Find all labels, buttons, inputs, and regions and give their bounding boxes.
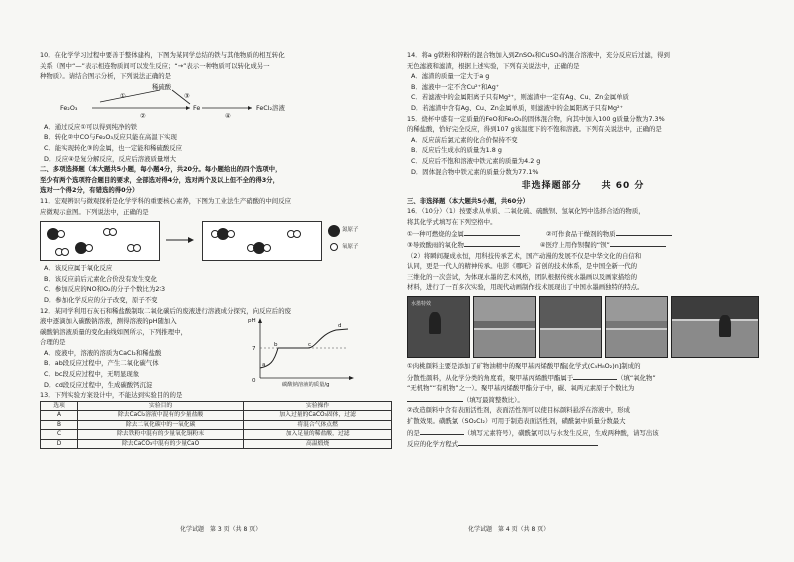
q16-text: 的是 [407,428,420,437]
table-cell: D [41,439,78,449]
section2-instructions: 至少有两个选项符合题目的要求，全部选对得4分，选对两个及以上但不全的得3分， [40,175,279,184]
q16-sub2-line [407,427,759,439]
graph-point-a: a [262,361,266,368]
q10-diagram [40,82,392,122]
q16-item: ③导致酸雨的氧化物 [407,241,464,250]
table-row [41,420,392,430]
q15-option: D．固体混合物中铁元素的质量分数为77.1% [411,167,539,176]
q16-text: 分散性颜料，从化学分类的角度看，聚甲基丙烯酸甲酯属于 [407,373,574,382]
reactant-box [40,221,160,261]
graph-x-label: 碳酸钠溶液的质量/g [282,381,330,388]
film-still-image [539,296,602,358]
legend-atom-o [330,243,338,251]
q16-stem: 16．（10分）（1）按要求从单质、二氧化硫、硫酸钡、氢氧化钙中选择合适的物质， [407,207,645,216]
legend-label-n: 氮原子 [342,227,359,234]
q16-passage: 认同，更是一代人的精神传承。电影《哪吒》首创的技术体系，是中国全新一代的 [407,262,638,271]
q12-option: D．cd段反应过程中，生成碳酸钙沉淀 [44,380,153,389]
section3-title: 三、非选择题（本大题共5小题，共60分） [407,196,529,205]
q12-option: B．ab段反应过程中，产生二氧化碳气体 [44,359,159,368]
table-cell: 将混合气体点燃 [244,420,392,430]
q15-stem: 的稀盐酸，恰好完全反应，得到107 g该温度下的不饱和溶液。下列有关说法中，正确的是 [407,125,662,134]
wave-shape [474,328,535,357]
part2-title: 非选择题部分 共 60 分 [521,181,645,192]
q10-label-mid: Fe [193,103,201,112]
graph-point-b: b [274,341,278,348]
table-row [41,439,392,449]
right-page [407,50,759,450]
table-cell: 高温煅烧 [244,439,392,449]
film-still-image [671,296,759,358]
q11-stem: 11．宏观辨识与微观探析是化学学科的重要核心素养，下图为工业法生产硝酸的中间反应 [40,196,291,205]
q10-num: ③ [184,91,190,100]
q16-passage: 三维化的一次尝试，为体现水墨的艺术风格，团队根据传统水墨画以及画家描绘的 [407,272,638,281]
q16-text: （填写最简整数比）。 [463,395,524,404]
q10-option: A．通过反应①可以得到纯净的铁 [44,122,138,131]
table-row [41,411,392,421]
q14-option: B．滤液中一定不含Cu²⁺和Ag⁺ [411,82,500,91]
atom [227,230,235,238]
q16-items-row [407,228,759,240]
graph-y-label: pH [248,317,256,324]
film-still-image [473,296,536,358]
q12-stem: 碳酸钠溶液质量的变化曲线如图所示，下列推理中， [40,327,187,336]
q16-passage: （2）将瞬间凝成永恒，用科技传承艺术，国产动漫的发展不仅是中华文化的自信和 [407,251,642,260]
table-cell: 加入过量的CaCO₃固体，过滤 [244,411,392,421]
table-cell: A [41,411,78,421]
answer-blank[interactable] [610,239,666,247]
q14-stem: 无色滤液和滤渣，根据上述实验，下列有关说法中，正确的是 [407,61,580,70]
q10-option: C．能实现转化③的金属，也一定能和稀硫酸反应 [44,143,183,152]
section2-title: 二、多项选择题（本大题共5小题，每小题4分，共20分。每小题给出的四个选项中， [40,165,282,174]
q10-stem: 种物质）。请结合图示分析，下列说法正确的是 [40,72,172,81]
q10-label-top: 稀硫酸 [152,82,172,91]
q14-stem: 14．将a g铁粉和锌粉的混合物加入到ZnSO₄和CuSO₄的混合溶液中，充分反应后过滤，得到 [407,51,670,59]
answer-blank[interactable] [458,438,598,446]
atom [61,248,69,256]
atom [263,244,271,252]
q12-stem: 液中逐滴加入碳酸钠溶液，测得溶液的pH随加入 [40,317,177,326]
graph-origin: 0 [252,377,256,384]
legend-label-o: 氧原子 [342,244,359,251]
graph-point-c: c [308,341,312,348]
q16-items-row [407,239,759,251]
q16-text: 反应的化学方程式 [407,440,459,449]
answer-blank[interactable] [420,427,464,435]
q12-stem: 合理的是 [40,338,66,347]
atom [57,230,65,238]
q11-option: C．参加反应的NO和O₂的分子个数比为2∶3 [44,285,166,294]
graph-seven: 7 [252,345,256,352]
table-header-row [41,401,392,411]
film-still-image [407,296,470,358]
reaction-arrow [166,235,196,245]
q12-option: A．废液中，溶液的溶质为CaCl₂和稀盐酸 [44,348,162,357]
sky-shape [474,297,535,321]
answer-blank[interactable] [464,239,520,247]
q12-block [40,306,392,391]
ink-animation-photos [407,296,759,358]
table-cell: 加入足量的稀盐酸，过滤 [244,430,392,440]
q12-option: C．bc段反应过程中，无明显现象 [44,370,140,379]
q14-option: C．若滤液中的金属阳离子只有Mg²⁺，则滤渣中一定有Ag、Cu、Zn金属单质 [411,93,629,102]
q16-item: ①一种可燃烧的金属 [407,229,464,238]
q10-option: B．转化②中CO与Fe₂O₃反应只能在高温下实现 [44,133,177,142]
wave-shape [540,328,601,357]
q16-sub2-line [407,438,759,450]
table-cell: B [41,420,78,430]
page-footer-left: 化学试题 第 3 页（共 8 页） [180,526,262,533]
q16-sub1-line [407,372,759,384]
q10-stem: 10．在化学学习过程中要善于整体建构，下图为某同学总结的铁与其他物质的相互转化 [40,51,285,59]
film-still-image [605,296,668,358]
q12-ph-graph [240,316,390,390]
graph-point-d: d [338,322,342,329]
q16-text: （填“氧化物” [617,373,656,382]
q15-option: A．反应前后氯元素的化合价保持不变 [411,135,518,144]
q10-option: D．反应④是复分解反应，反应后溶液质量增大 [44,154,177,163]
q14-option: A．滤渣的质量一定大于a g [411,72,490,81]
q16-text: （填写元素符号），磺酰氯可以与水发生反应，生成两种酸，请写出该 [463,428,659,437]
q12-stem: 12．某同学利用石灰石和稀盐酸制取二氧化碳后的废液进行溶液成分探究，向反应后的废 [40,306,291,315]
section2-instructions: 选对一个得2分，有错选的得0分） [40,186,139,195]
q13-table [40,401,392,450]
q11-option: A．该反应属于氧化反应 [44,264,113,273]
q16-sub1-line [407,394,759,406]
q10-label-left: Fe₂O₃ [60,103,78,112]
photo-caption: 水墨特效 [411,301,432,308]
atom [85,244,93,252]
left-page [40,50,392,449]
q11-option: B．该反应前后元素化合价没有发生变化 [44,274,158,283]
table-cell: 除去二氧化碳中的一氧化碳 [78,420,244,430]
table-cell: 除去CaCO₃中混有的少量CaO [78,439,244,449]
table-row [41,430,392,440]
wave-shape [606,328,667,357]
q15-stem: 15．烧杯中盛有一定质量的FeO和Fe₂O₃的固体混合物，向其中加入100 g质量分数为7.3% [407,114,665,123]
sky-shape [606,297,667,321]
answer-blank[interactable] [573,372,617,380]
table-header: 选项 [41,401,78,411]
q16-item: ④医疗上用作钡餐的“钡” [539,241,610,250]
q16-stem: 将其化学式填写在下列空格中。 [407,217,497,226]
q16-sub1: ①肉桃颜料主要是添加了矿物油精中的聚甲基丙烯酸甲酯[化学式(C₅H₈O₂)n]制成的 [407,362,641,371]
q11-stem: 应微观示意图。下列说法中，正确的是 [40,207,149,216]
figure-silhouette [719,315,731,337]
table-cell: 除去CaCl₂溶液中混有的少量盐酸 [78,411,244,421]
table-cell: C [41,430,78,440]
q11-molecule-diagram [40,217,392,263]
answer-blank[interactable] [407,394,463,402]
q14-option: D．若滤渣中含有Ag、Cu、Zn金属单质，则滤液中的金属阳离子只有Mg²⁺ [411,103,623,112]
q13-stem: 13．下列实验方案设计中，不能达到实验目的的是 [40,391,183,400]
q10-num: ② [140,111,146,120]
page-footer-right: 化学试题 第 4 页（共 8 页） [468,526,550,533]
q16-sub2: 扩散效果。磺酰氯（SO₂Cl₂）可用于制造表面活性剂，磺酰氯中质量分数最大 [407,417,626,426]
q15-option: B．反应后生成水的质量为1.8 g [411,146,502,155]
wave-shape [672,319,758,357]
ph-graph-svg [240,316,390,390]
q11-option: D．参加化学反应的分子改变，原子不变 [44,295,158,304]
q15-option: C．反应后不饱和溶液中铁元素的质量为4.2 g [411,156,541,165]
q10-label-right: FeCl₂溶液 [256,103,285,112]
answer-blank[interactable] [464,228,520,236]
q16-item: ②可作食品干燥剂的物质 [545,229,616,238]
atom [133,244,141,252]
legend-atom-n [328,225,340,237]
table-header: 实验操作 [244,401,392,411]
q10-stem: 关系（图中“—”表示相连物质间可以发生反应；“→”表示一种物质可以转化成另一 [40,61,270,70]
atom [109,228,117,236]
product-box [202,221,322,261]
q10-num: ④ [225,111,231,120]
q16-sub2: ②改造颜料中含有表面活性剂，表面活性剂可以使目标颜料悬浮在溶液中，形成 [407,406,631,415]
q16-passage: 材料，进行了一百多次实验，用现代动画制作技术展现出了中国水墨画独特的特点。 [407,283,644,292]
table-header: 实验目的 [78,401,244,411]
answer-blank[interactable] [616,228,672,236]
atom [293,230,301,238]
q10-num: ① [120,91,126,100]
q16-sub1: “无机物”“有机物”之一）。聚甲基丙烯酸甲酯分子中，碳、氧两元素原子个数比为 [407,384,635,393]
table-cell: 除去铁粉中混有的少量氧化铜粉末 [78,430,244,440]
figure-silhouette [429,312,441,334]
